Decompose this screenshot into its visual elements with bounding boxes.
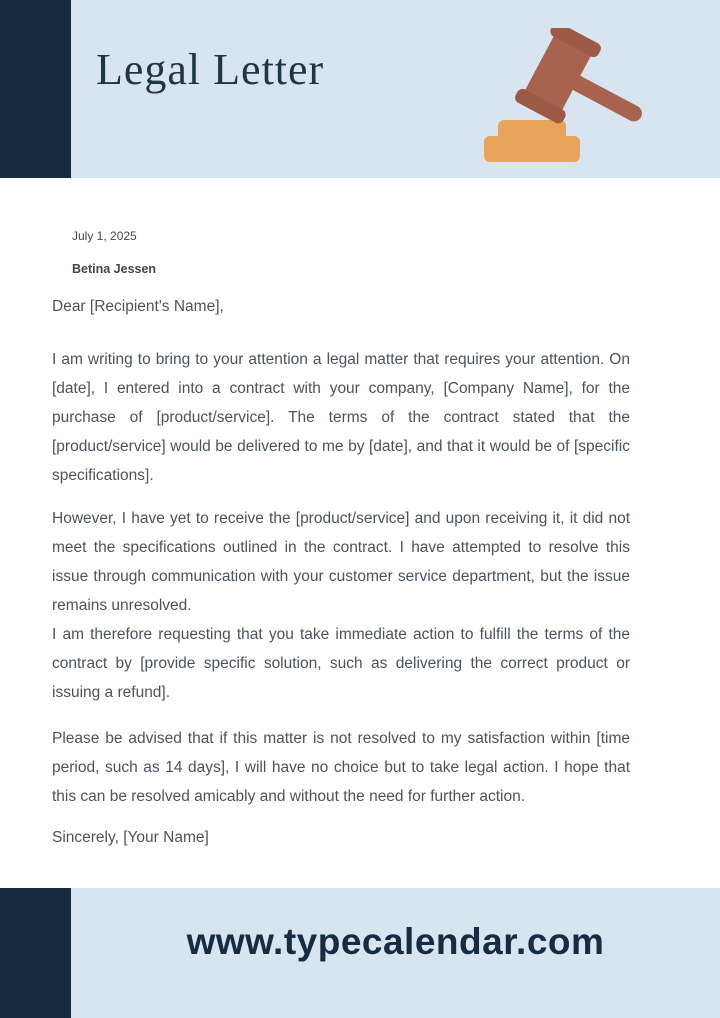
- closing-signature: Sincerely, [Your Name]: [52, 829, 209, 846]
- footer-navy-stripe: [0, 888, 71, 1018]
- letter-body: [0, 178, 720, 852]
- paragraph-legal-warning: Please be advised that if this matter is not resolved to my satisfaction within [time period, such as 14 days], I will have no choice but to take legal action. I hope that this can be resolved amicably and without the need for further action.: [52, 730, 630, 805]
- letter-date: July 1, 2025: [72, 229, 137, 243]
- header-band: [0, 0, 720, 178]
- paragraph-requested-action: I am therefore requesting that you take immediate action to fulfill the terms of the contract by [provide specific solution, such as delivering the correct product or issuing a refund].: [52, 626, 630, 701]
- header-navy-stripe: [0, 0, 71, 178]
- paragraph-issue-description: However, I have yet to receive the [product/service] and upon receiving it, it did not meet the specifications outlined in the contract. I have attempted to resolve this issue through communication with your customer service department, but the issue remains unresolved.: [52, 510, 630, 614]
- paragraph-contract-intro: I am writing to bring to your attention a legal matter that requires your attention. On [date], I entered into a contract with your company, [Company Name], for the purchase of [product/service]. The terms of the contract stated that the [product/service] would be delivered to me by [date], and that it would be of [specific specifications].: [52, 351, 630, 484]
- page-title: Legal Letter: [96, 45, 325, 94]
- salutation: Dear [Recipient's Name],: [52, 298, 224, 315]
- website-url: www.typecalendar.com: [186, 921, 605, 962]
- footer-band: [0, 888, 720, 1018]
- sender-name: Betina Jessen: [72, 262, 157, 276]
- gavel-icon: [478, 28, 643, 168]
